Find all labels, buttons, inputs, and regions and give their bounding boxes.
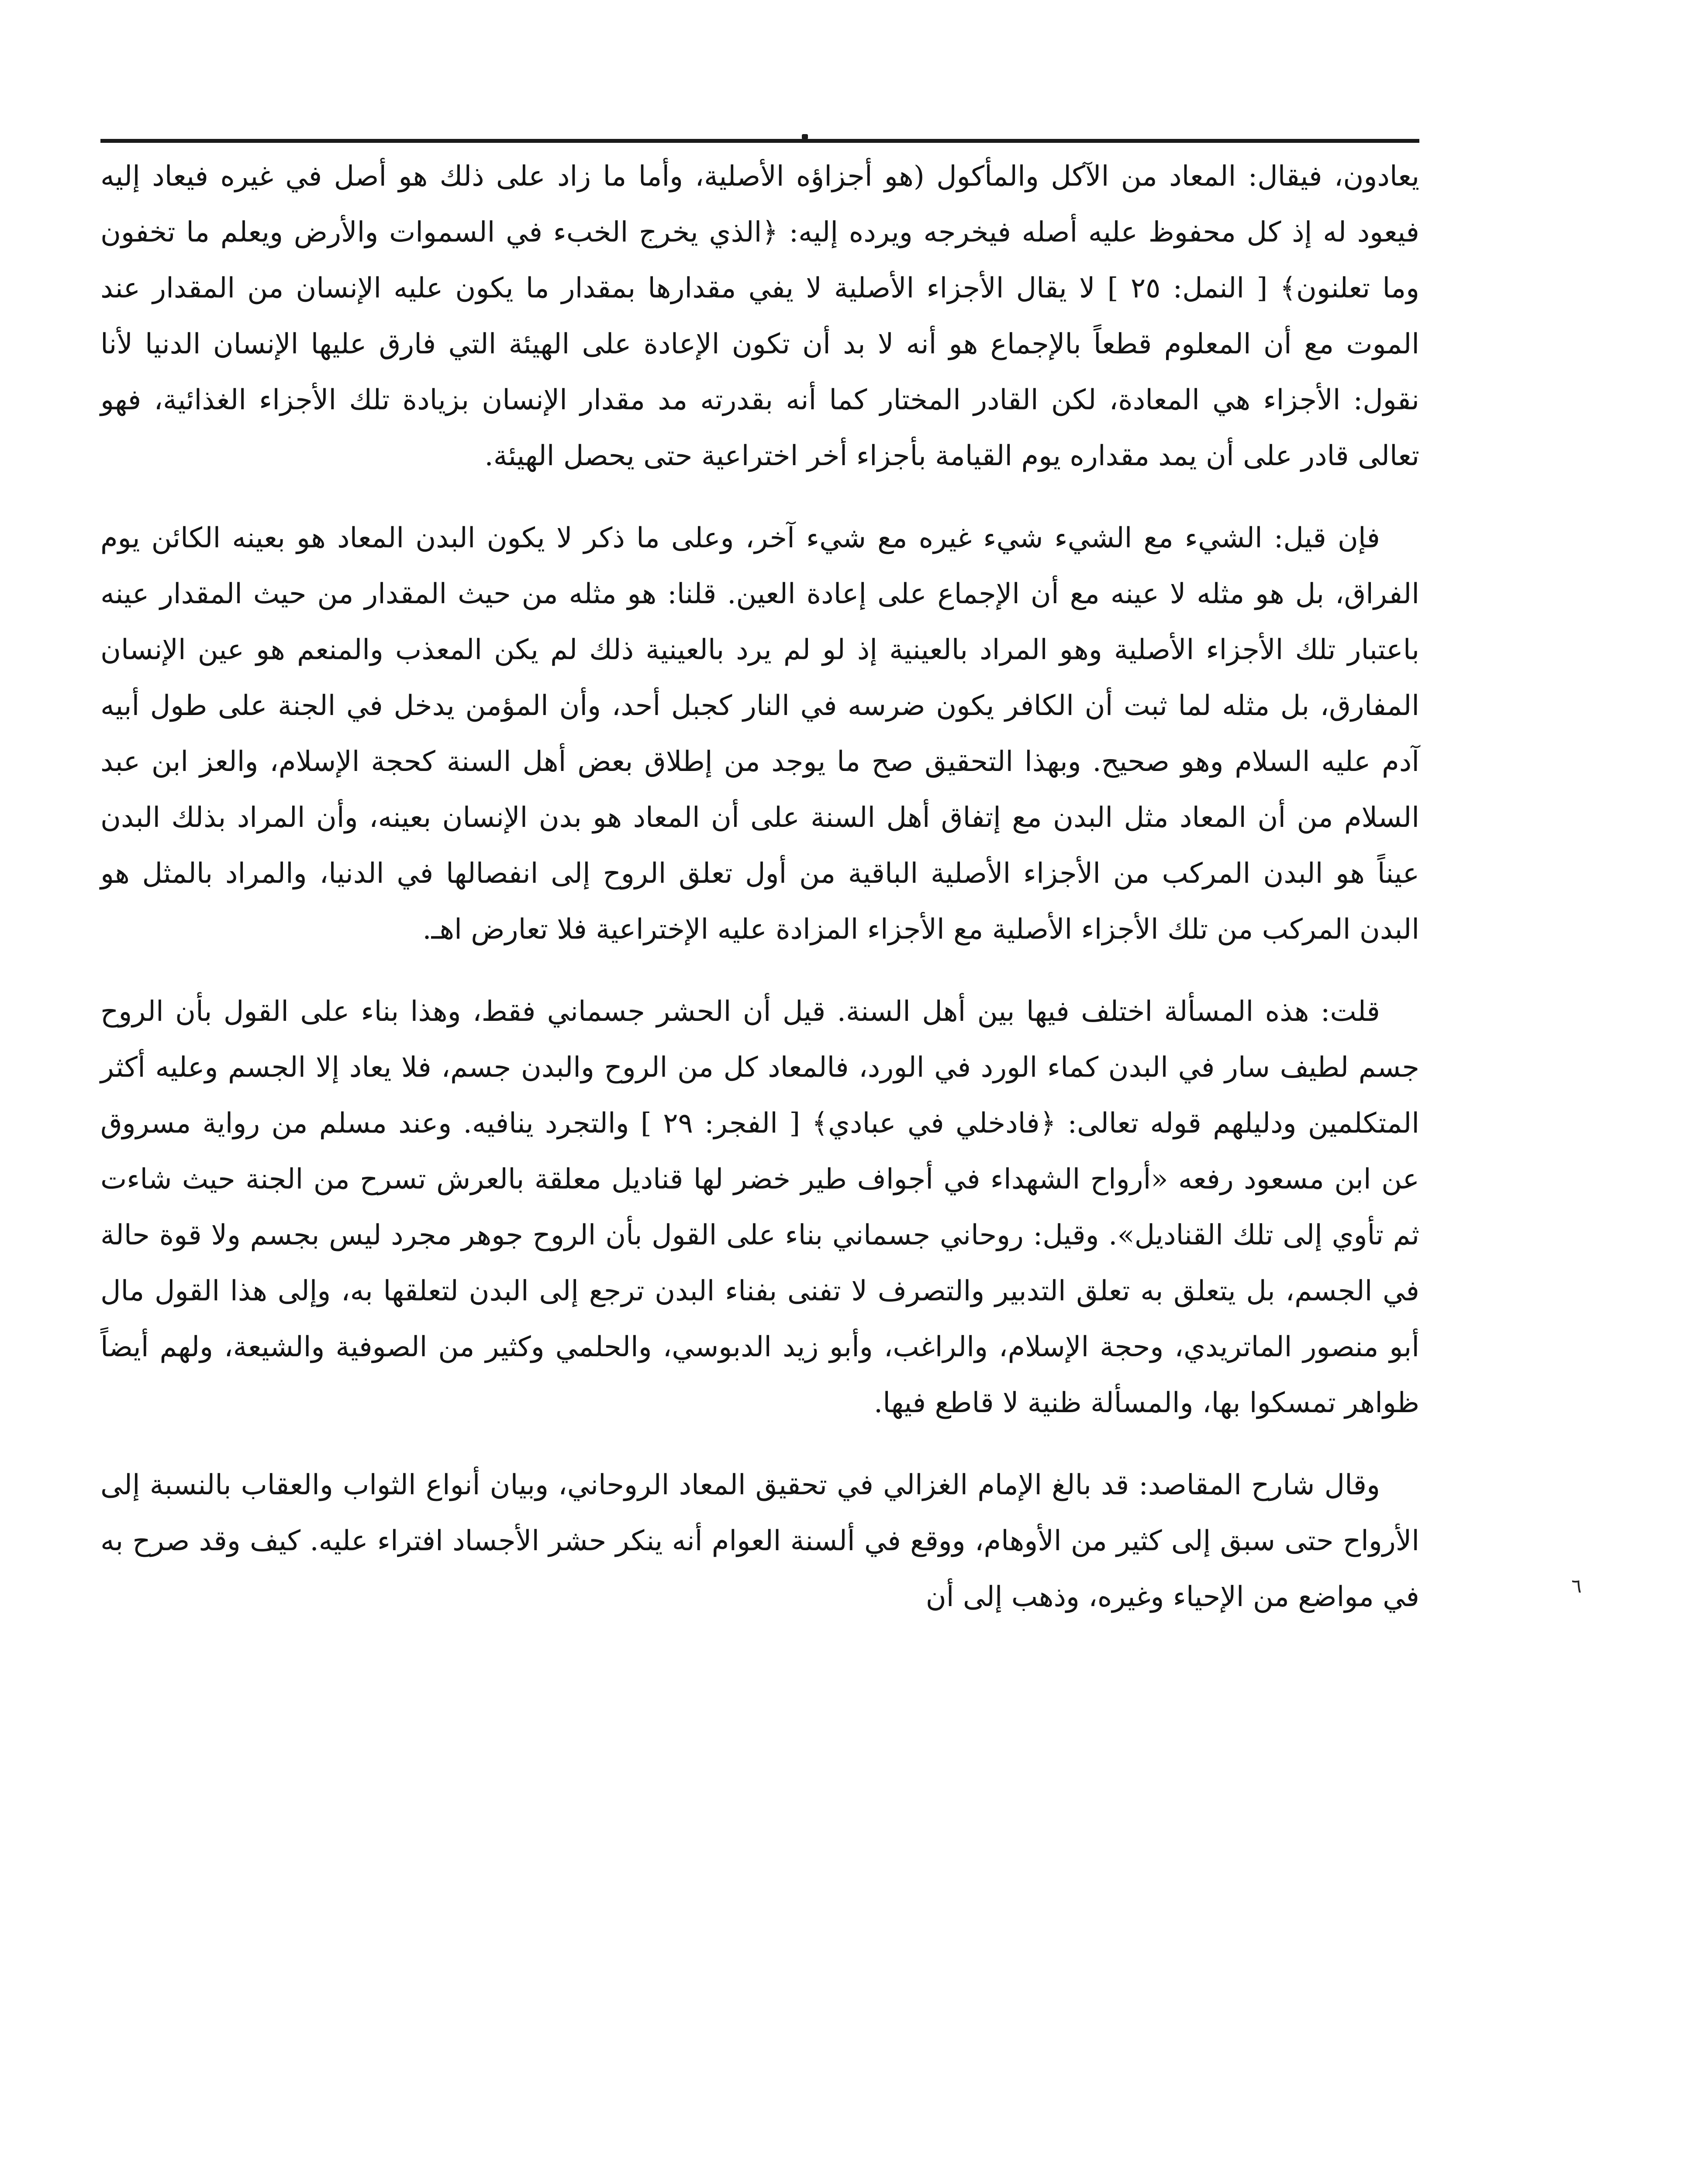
margin-mark: ٦ bbox=[1571, 1575, 1582, 1597]
paragraph-qultu: قلت: هذه المسألة اختلف فيها بين أهل السنة. قيل أن الحشر جسماني فقط، وهذا بناء على القول بأن الروح جسم لطيف سار في البدن كماء الورد في الورد، فالمعاد كل من الروح والبدن جسم، فلا يعاد إلا الجسم وعليه أكثر المتكلمين ودليلهم قوله تعالى: ﴿فادخلي في عبادي﴾ [ الفجر: ٢٩ ] والتجرد ينافيه. وعند مسلم من رواية مسروق عن ابن مسعود رفعه «أرواح الشهداء في أجواف طير خضر لها قناديل معلقة بالعرش تسرح من الجنة حيث شاءت ثم تأوي إلى تلك القناديل». وقيل: روحاني جسماني بناء على القول بأن الروح جوهر مجرد ليس بجسم ولا قوة حالة في الجسم، بل يتعلق به تعلق التدبير والتصرف لا تفنى بفناء البدن ترجع إلى البدن لتعلقها به، وإلى هذا القول مال أبو منصور الماتريدي، وحجة الإسلام، والراغب، وأبو زيد الدبوسي، والحلمي وكثير من الصوفية والشيعة، ولهم أيضاً ظواهر تمسكوا بها، والمسألة ظنية لا قاطع فيها. bbox=[100, 995, 1420, 1419]
body-text bbox=[100, 149, 1419, 1625]
top-rule-ornament bbox=[802, 134, 808, 139]
paragraph-continuation: يعادون، فيقال: المعاد من الآكل والمأكول (هو أجزاؤه الأصلية، وأما ما زاد على ذلك هو أصل في غيره فيعاد إليه فيعود له إذ كل محفوظ عليه أصله فيخرجه ويرده إليه: ﴿الذي يخرج الخبء في السموات والأرض ويعلم ما تخفون وما تعلنون﴾ [ النمل: ٢٥ ] لا يقال الأجزاء الأصلية لا يفي مقدارها بمقدار ما يكون عليه الإنسان من المقدار عند الموت مع أن المعلوم قطعاً بالإجماع هو أنه لا بد أن تكون الإعادة على الهيئة التي فارق عليها الإنسان الدنيا لأنا نقول: الأجزاء هي المعادة، لكن القادر المختار كما أنه بقدرته مد مقدار الإنسان بزيادة تلك الأجزاء الغذائية، فهو تعالى قادر على أن يمد مقداره يوم القيامة بأجزاء أخر اختراعية حتى يحصل الهيئة. bbox=[100, 160, 1420, 472]
top-rule bbox=[100, 139, 1419, 143]
paragraph-objection: فإن قيل: الشيء مع الشيء شيء غيره مع شيء آخر، وعلى ما ذكر لا يكون البدن المعاد هو بعينه الكائن يوم الفراق، بل هو مثله لا عينه مع أن الإجماع على إعادة العين. قلنا: هو مثله من حيث المقدار من حيث المقدار عينه باعتبار تلك الأجزاء الأصلية وهو المراد بالعينية إذ لو لم يرد بالعينية ذلك لم يكن المعذب والمنعم هو عين الإنسان المفارق، بل مثله لما ثبت أن الكافر يكون ضرسه في النار كجبل أحد، وأن المؤمن يدخل في الجنة على طول أبيه آدم عليه السلام وهو صحيح. وبهذا التحقيق صح ما يوجد من إطلاق بعض أهل السنة كحجة الإسلام، والعز ابن عبد السلام من أن المعاد مثل البدن مع إتفاق أهل السنة على أن المعاد هو بدن الإنسان بعينه، وأن المراد بذلك البدن عيناً هو البدن المركب من الأجزاء الأصلية الباقية من أول تعلق الروح إلى انفصالها في الدنيا، والمراد بالمثل هو البدن المركب من تلك الأجزاء الأصلية مع الأجزاء المزادة عليه الإختراعية فلا تعارض اهـ. bbox=[100, 522, 1420, 946]
paragraph-sharh-al-maqasid: وقال شارح المقاصد: قد بالغ الإمام الغزالي في تحقيق المعاد الروحاني، وبيان أنواع الثواب والعقاب بالنسبة إلى الأرواح حتى سبق إلى كثير من الأوهام، ووقع في ألسنة العوام أنه ينكر حشر الأجساد افتراء عليه. كيف وقد صرح به في مواضع من الإحياء وغيره، وذهب إلى أن bbox=[100, 1469, 1419, 1613]
